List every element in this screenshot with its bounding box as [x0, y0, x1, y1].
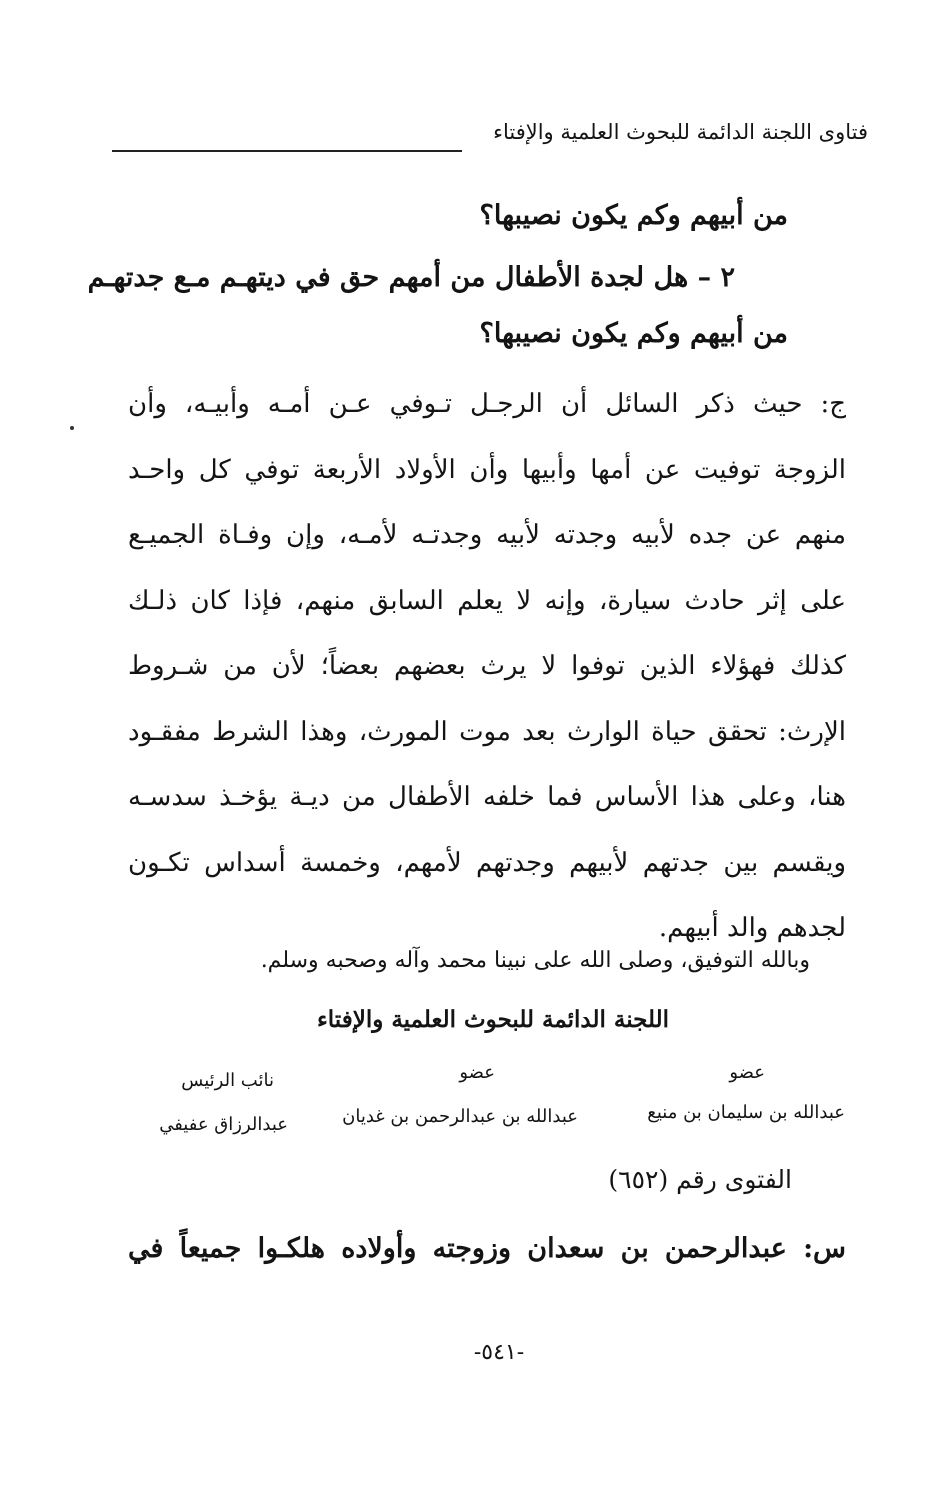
committee-title	[0, 1006, 950, 1033]
answer-body	[128, 372, 846, 962]
signatory-role: عضو	[459, 1062, 495, 1083]
answer-line: هنا، وعلى هذا الأساس فما خلفه الأطفال من ديـة يؤخـذ سدسـه	[128, 782, 846, 812]
page-number	[0, 1340, 950, 1365]
signatory-role: نائب الرئيس	[181, 1070, 274, 1091]
fatwa-number: الفتوى رقم (٦٥٢)	[608, 1165, 792, 1194]
answer-line: لجدهم والد أبيهم.	[658, 913, 846, 943]
signatory-name: عبدالرزاق عفيفي	[159, 1114, 288, 1135]
page-number-text: -٥٤١-	[473, 1340, 525, 1365]
next-question-line: س: عبدالرحمن بن سعدان وزوجته وأولاده هلكـوا جميعاً في	[128, 1233, 846, 1264]
question-line: ٢ – هل لجدة الأطفال من أمهم حق في ديتهـم مـع جدتهـم	[87, 262, 735, 293]
answer-line: الإرث: تحقق حياة الوارث بعد موت المورث، وهذا الشرط مفقـود	[128, 716, 846, 747]
committee-title-text: اللجنة الدائمة للبحوث العلمية والإفتاء	[316, 1006, 670, 1033]
signatory-role: عضو	[729, 1062, 765, 1083]
signatory-name: عبدالله بن عبدالرحمن بن غديان	[342, 1106, 578, 1127]
signatory-name: عبدالله بن سليمان بن منيع	[647, 1102, 845, 1123]
answer-line: ج: حيث ذكر السائل أن الرجـل تـوفي عـن أمـه وأبيـه، وأن	[128, 389, 846, 419]
header-rule	[112, 150, 462, 152]
answer-line: منهم عن جده لأبيه وجدته لأبيه وجدتـه لأمـه، وإن وفـاة الجميـع	[128, 520, 846, 550]
answer-line: كذلك فهؤلاء الذين توفوا لا يرث بعضهم بعضاً؛ لأن من شـروط	[128, 651, 846, 681]
answer-line: الزوجة توفيت عن أمها وأبيها وأن الأولاد الأربعة توفي كل واحـد	[128, 454, 846, 485]
answer-line: ويقسم بين جدتهم لأبيهم وجدتهم لأمهم، وخمسة أسداس تكـون	[128, 847, 846, 878]
answer-line: على إثر حادث سيارة، وإنه لا يعلم السابق منهم، فإذا كان ذلـك	[128, 585, 846, 616]
question-line: من أبيهم وكم يكون نصيبها؟	[479, 200, 788, 231]
print-speck	[70, 426, 74, 430]
question-line: من أبيهم وكم يكون نصيبها؟	[479, 318, 788, 349]
running-header: فتاوى اللجنة الدائمة للبحوث العلمية والإفتاء	[493, 120, 868, 144]
closing-line: وبالله التوفيق، وصلى الله على نبينا محمد وآله وصحبه وسلم.	[260, 948, 810, 973]
